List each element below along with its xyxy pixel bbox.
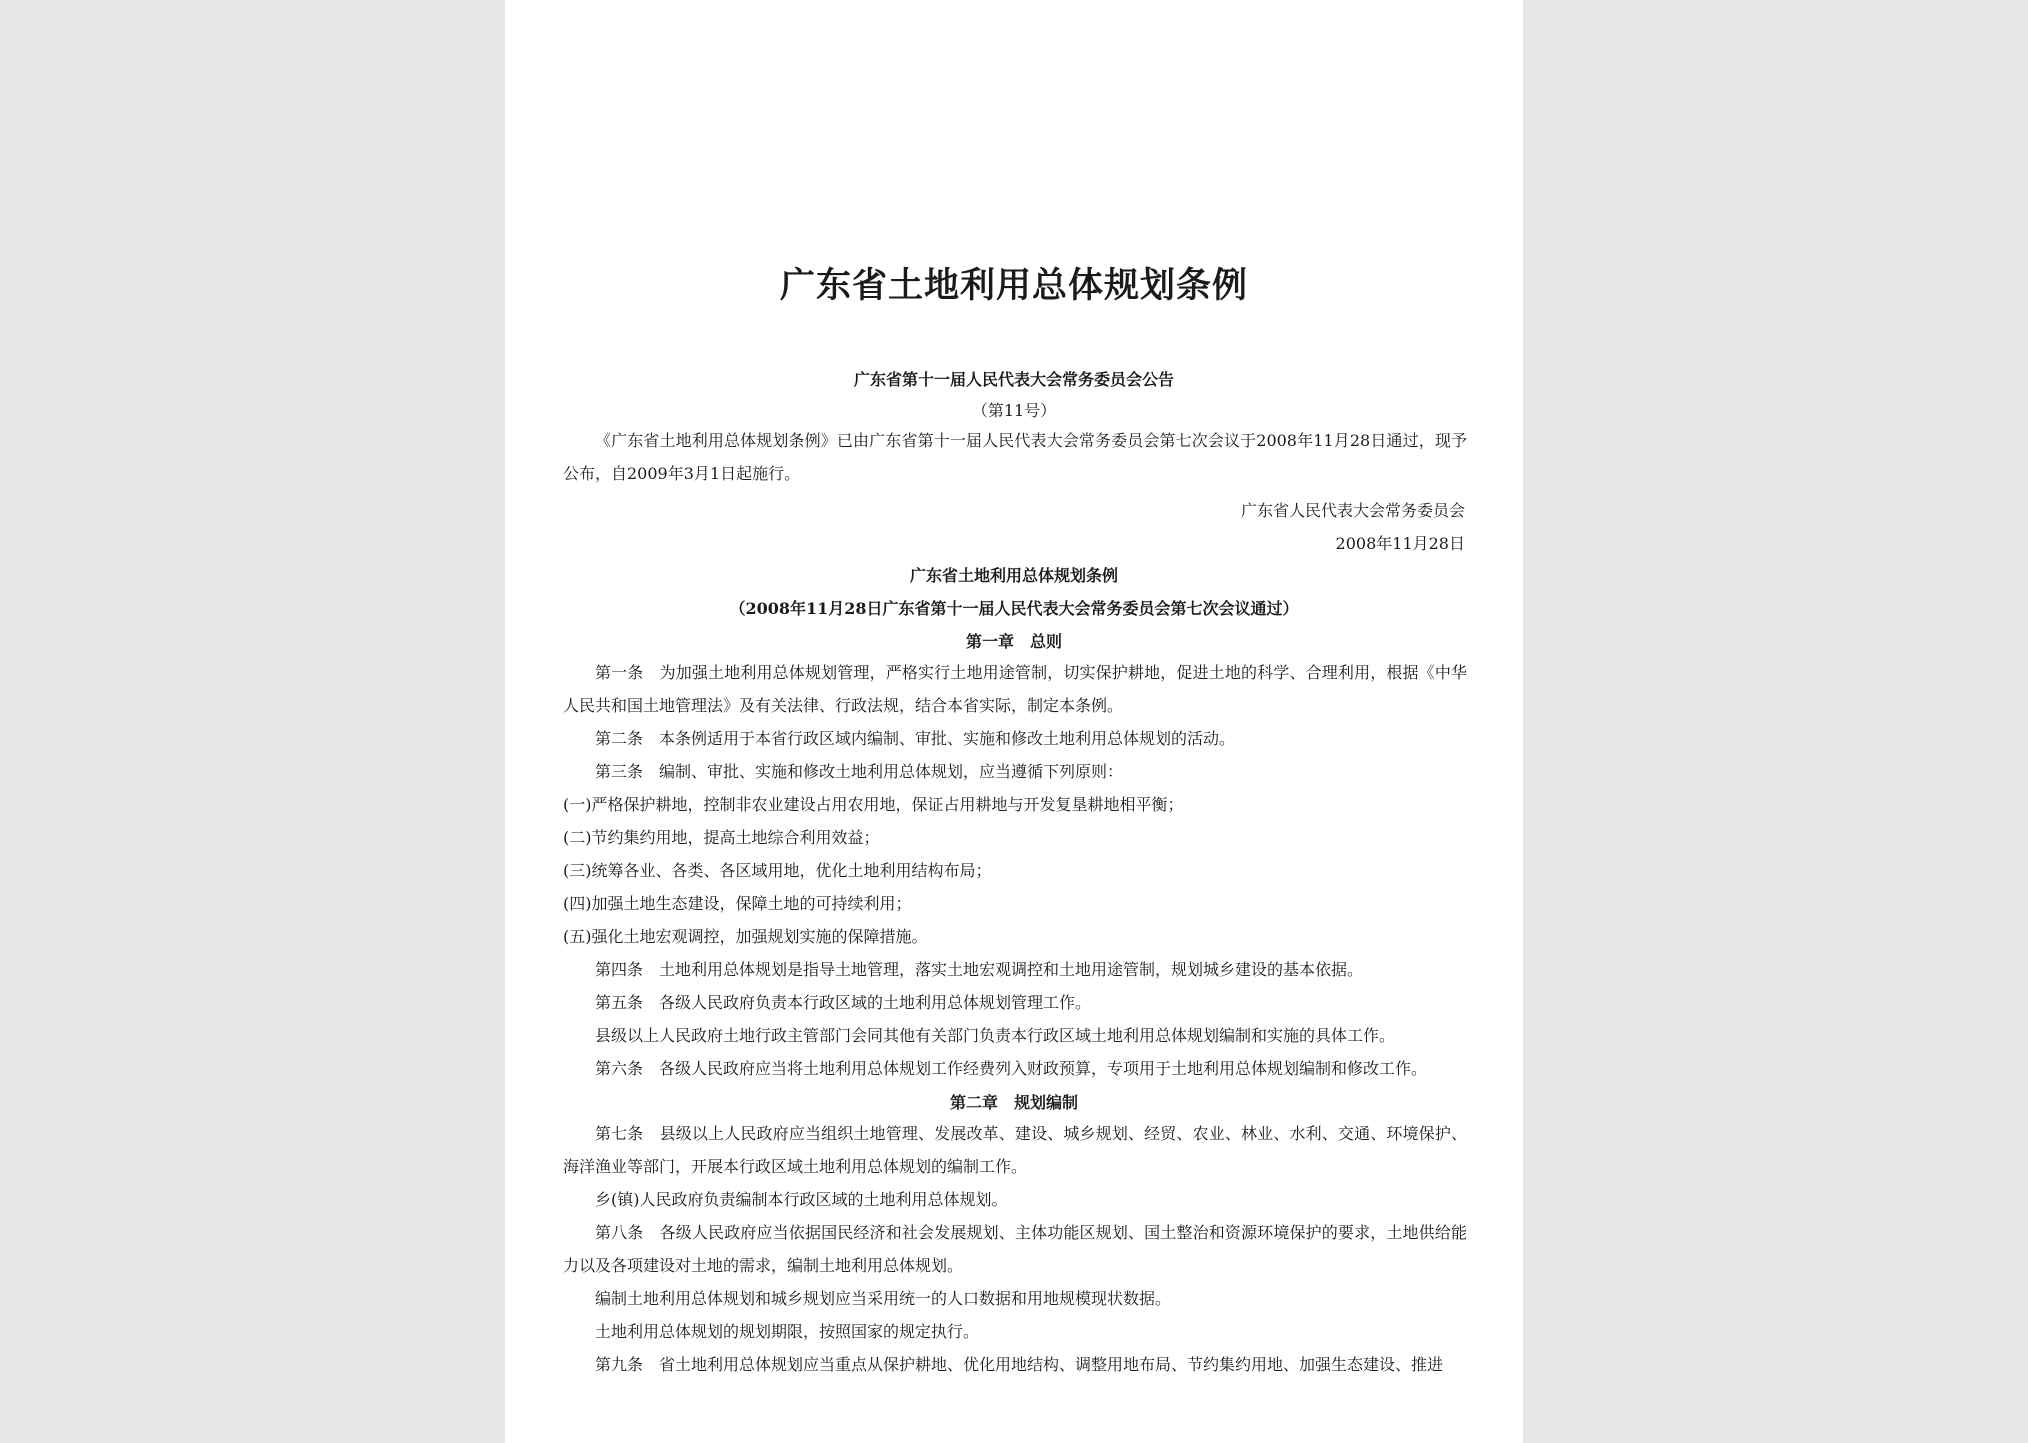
article-4: 第四条 土地利用总体规划是指导土地管理，落实土地宏观调控和土地用途管制，规划城乡建设的基本依据。 — [595, 960, 1364, 979]
article-3-item-1: (一)严格保护耕地，控制非农业建设占用农用地，保证占用耕地与开发复垦耕地相平衡； — [563, 795, 1184, 814]
article-5: 第五条 各级人民政府负责本行政区域的土地利用总体规划管理工作。 — [595, 993, 1092, 1012]
regulation-title: 广东省土地利用总体规划条例 — [909, 566, 1118, 585]
regulation-subtitle: （2008年11月28日广东省第十一届人民代表大会常务委员会第七次会议通过） — [729, 599, 1299, 618]
main-title: 广东省土地利用总体规划条例 — [779, 265, 1248, 306]
article-3-item-5: (五)强化土地宏观调控，加强规划实施的保障措施。 — [563, 927, 928, 946]
article-8: 第八条 各级人民政府应当依据国民经济和社会发展规划、主体功能区规划、国土整治和资源环境保护的要求，土地供给能力以及各项建设对土地的需求，编制土地利用总体规划。 — [563, 1223, 1467, 1275]
article-5-paragraph-2: 县级以上人民政府土地行政主管部门会同其他有关部门负责本行政区域土地利用总体规划编制和实施的具体工作。 — [595, 1026, 1396, 1045]
article-6: 第六条 各级人民政府应当将土地利用总体规划工作经费列入财政预算，专项用于土地利用总体规划编制和修改工作。 — [595, 1059, 1428, 1078]
article-3: 第三条 编制、审批、实施和修改土地利用总体规划，应当遵循下列原则： — [595, 762, 1124, 781]
article-2: 第二条 本条例适用于本省行政区域内编制、审批、实施和修改土地利用总体规划的活动。 — [595, 729, 1236, 748]
chapter1-title: 第一章 总则 — [965, 632, 1062, 651]
article-3-item-4: (四)加强土地生态建设，保障土地的可持续利用； — [563, 894, 912, 913]
article-8-paragraph-2: 编制土地利用总体规划和城乡规划应当采用统一的人口数据和用地规模现状数据。 — [595, 1289, 1172, 1308]
announcement-title: 广东省第十一届人民代表大会常务委员会公告 — [853, 370, 1174, 389]
article-7: 第七条 县级以上人民政府应当组织土地管理、发展改革、建设、城乡规划、经贸、农业、林业、水利、交通、环境保护、海洋渔业等部门，开展本行政区域土地利用总体规划的编制工作。 — [563, 1124, 1467, 1176]
announcement-text: 《广东省土地利用总体规划条例》已由广东省第十一届人民代表大会常务委员会第七次会议于2008年11月28日通过，现予公布，自2009年3月1日起施行。 — [563, 431, 1467, 483]
issuer: 广东省人民代表大会常务委员会 — [1240, 501, 1465, 520]
chapter2-title: 第二章 规划编制 — [949, 1093, 1078, 1112]
document-page — [505, 0, 1523, 1443]
article-3-item-3: (三)统筹各业、各类、各区域用地，优化土地利用结构布局； — [563, 861, 992, 880]
article-1: 第一条 为加强土地利用总体规划管理，严格实行土地用途管制，切实保护耕地，促进土地的科学、合理利用，根据《中华人民共和国土地管理法》及有关法律、行政法规，结合本省实际，制定本条例。 — [563, 663, 1467, 715]
article-8-paragraph-3: 土地利用总体规划的规划期限，按照国家的规定执行。 — [595, 1322, 980, 1341]
article-3-item-2: (二)节约集约用地，提高土地综合利用效益； — [563, 828, 880, 847]
issue-date: 2008年11月28日 — [1335, 534, 1465, 553]
article-9: 第九条 省土地利用总体规划应当重点从保护耕地、优化用地结构、调整用地布局、节约集约用地、加强生态建设、推进 — [595, 1355, 1444, 1374]
announcement-number: （第11号） — [971, 401, 1057, 420]
article-7-paragraph-2: 乡(镇)人民政府负责编制本行政区域的土地利用总体规划。 — [595, 1190, 1008, 1209]
